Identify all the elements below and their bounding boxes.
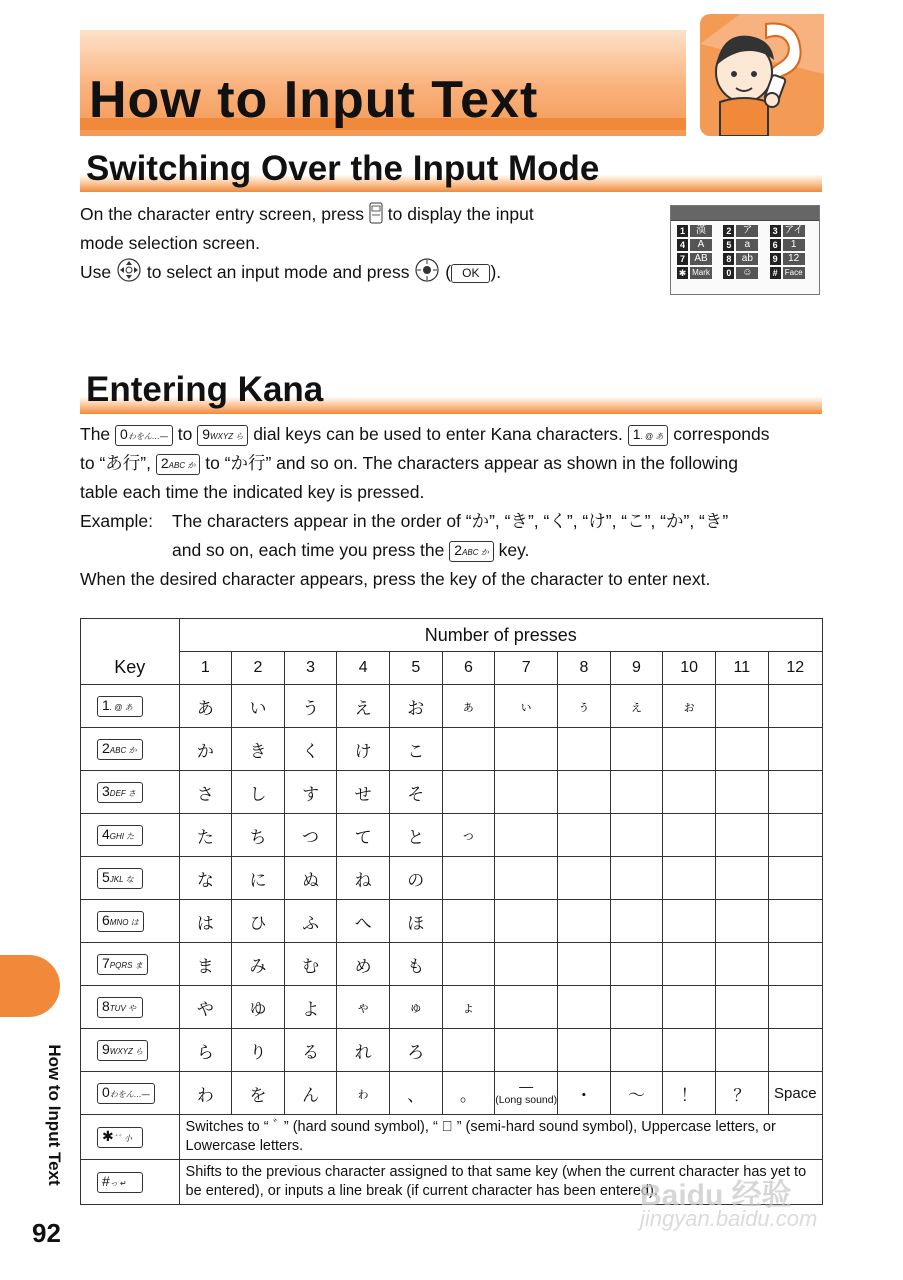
mode-cell [723,225,766,237]
press-count-header: 3 [284,652,337,685]
kana-cell: か [179,728,232,771]
kana-cell: み [232,943,285,986]
kana-input-table [80,618,823,1205]
text-segment: Use [80,262,112,282]
kana-cell: つ [284,814,337,857]
kana-cell [768,771,822,814]
key-cell [81,1029,180,1072]
kana-cell: せ [337,771,390,814]
kana-cell [495,1029,558,1072]
press-count-header: 7 [495,652,558,685]
key-8-label [97,997,143,1018]
mode-cell [770,267,813,279]
press-count-header: 12 [768,652,822,685]
press-count-row [81,652,823,685]
kana-cell [610,814,663,857]
kana-cell [663,900,716,943]
mode-cell [677,225,720,237]
text-segment: and so on, each time you press the [172,540,445,560]
kana-cell [558,986,611,1029]
kana-cell: ゎ [337,1072,390,1115]
table-row [81,1029,823,1072]
kana-cell: へ [337,900,390,943]
mode-cell [723,253,766,265]
kana-cell [442,857,495,900]
key-cell [81,728,180,771]
kana-cell: ま [179,943,232,986]
key-sub: DEF さ [109,788,136,798]
kana-cell: ぇ [610,685,663,728]
kana-cell [442,943,495,986]
press-count-header: 1 [179,652,232,685]
kana-cell [610,857,663,900]
key-sub: . @ あ [109,702,133,712]
kana-cell [715,943,768,986]
key-sub: わをん…— [127,432,168,441]
kana-cell: Space [768,1072,822,1115]
kana-cell [768,728,822,771]
key-number: 3 [102,782,110,799]
key-sub: PQRS ま [109,960,143,970]
kana-cell [663,728,716,771]
kana-cell: ん [284,1072,337,1115]
table-row [81,943,823,986]
text-segment: dial keys can be used to enter Kana characters. [253,424,623,444]
kana-cell [495,943,558,986]
kana-cell [495,771,558,814]
kana-cell [768,814,822,857]
text-segment: to [177,424,193,444]
mode-number: 1 [677,225,688,237]
text-segment: to select an input mode and press [146,262,410,282]
kana-cell: ひ [232,900,285,943]
kana-cell [495,1072,558,1115]
section2-heading: Entering Kana [86,370,324,409]
kana-cell [768,943,822,986]
example-line1: The characters appear in the order of “か”, “き”, “く”, “け”, “こ”, “か”, “き” [172,511,729,531]
mode-number: 0 [723,267,734,279]
mode-number: 9 [770,253,781,265]
key-number: # [102,1172,110,1189]
long-sound-mark: — [519,1078,534,1094]
section2-line3: table each time the indicated key is pressed. [80,482,425,502]
input-mode-screen [670,205,820,295]
key-number: 0 [102,1083,110,1100]
mode-number: 5 [723,239,734,251]
kana-cell [768,685,822,728]
key-number: 1 [102,696,110,713]
press-count-header: 2 [232,652,285,685]
key-cell [81,814,180,857]
kana-cell: ほ [389,900,442,943]
page-number: 92 [32,1218,61,1248]
kana-cell [442,771,495,814]
key-9-inline [197,425,248,446]
page-title: How to Input Text [89,71,539,129]
kana-cell [495,986,558,1029]
mode-number: 8 [723,253,734,265]
kana-cell: ゅ [389,986,442,1029]
key-star-label [97,1127,143,1148]
key-5-label [97,868,143,889]
key-sub: ABC か [168,461,196,470]
key-0-label [97,1083,155,1104]
key-number: 2 [102,739,110,756]
kana-cell: ら [179,1029,232,1072]
kana-cell: い [232,685,285,728]
kana-cell: め [337,943,390,986]
kana-cell: ！ [663,1072,716,1115]
kana-cell [768,857,822,900]
long-sound-label: (Long sound) [495,1094,558,1106]
key-sub: WXYZ ら [209,432,244,441]
mode-cell [677,267,720,279]
key-sub: . @ あ [640,432,664,441]
text-segment: corresponds [673,424,770,444]
kana-cell [663,771,716,814]
mode-cell [723,267,766,279]
kana-cell: う [284,685,337,728]
section2-line4: When the desired character appears, press the key of the character to enter next. [80,569,711,589]
navigation-key-icon [116,258,142,282]
key-9-label [97,1040,148,1061]
kana-cell [715,685,768,728]
kana-cell: 〜 [610,1072,663,1115]
kana-cell: や [179,986,232,1029]
table-row [81,685,823,728]
key-number: 0 [120,426,128,442]
kana-cell [495,814,558,857]
kana-cell [768,986,822,1029]
kana-cell: ぬ [284,857,337,900]
kana-cell: わ [179,1072,232,1115]
table-row [81,1072,823,1115]
chapter-label-text: How to Input Text [45,1044,64,1186]
key-cell [81,1072,180,1115]
key-6-label [97,911,144,932]
chapter-label [22,1030,64,1200]
kana-cell [558,1029,611,1072]
kana-cell [715,1029,768,1072]
kana-cell [610,943,663,986]
mode-cell [723,239,766,251]
kana-cell: そ [389,771,442,814]
kana-cell: っ [442,814,495,857]
text-segment: to “か行” and so on. The characters appear as shown in the following [205,453,738,473]
watermark-url: jingyan.baidu.com [640,1206,818,1231]
kana-cell [715,857,768,900]
kana-cell [715,986,768,1029]
key-cell [81,771,180,814]
kana-cell: は [179,900,232,943]
text-segment: to display the input [387,204,534,224]
kana-cell: す [284,771,337,814]
key-0-inline [115,425,173,446]
table-row [81,1115,823,1160]
kana-cell: に [232,857,285,900]
key-cell [81,1115,180,1160]
press-count-header: 10 [663,652,716,685]
key-number: 7 [102,954,110,971]
key-note: Switches to “ ﾞ ” (hard sound symbol), “ ﾟ ” (semi-hard sound symbol), Uppercase letters, or Lowercase letters. [179,1115,822,1160]
kana-cell: て [337,814,390,857]
kana-cell [663,814,716,857]
mascot-illustration [700,14,824,136]
kana-cell [610,900,663,943]
kana-cell [495,857,558,900]
table-row [81,857,823,900]
table-row [81,771,823,814]
kana-cell [610,1029,663,1072]
kana-cell [495,900,558,943]
kana-cell: ゆ [232,986,285,1029]
ok-softkey: OK [451,264,490,283]
press-count-header: 11 [715,652,768,685]
kana-cell [663,943,716,986]
mode-label: a [736,239,758,251]
key-number: 9 [102,1040,110,1057]
kana-cell: り [232,1029,285,1072]
mode-label: ☺ [736,267,758,279]
mode-number: ✱ [678,268,687,278]
text-segment: to “あ行”, [80,453,151,473]
key-note: Shifts to the previous character assigned to that same key (when the current character has yet to be entered), or inputs a line break (if current character has been entered). [179,1160,822,1205]
mode-label: Face [783,267,805,279]
key-number: 8 [102,997,110,1014]
kana-cell: ろ [389,1029,442,1072]
kana-cell [558,771,611,814]
mode-grid [671,221,819,283]
kana-cell: あ [179,685,232,728]
kana-cell [768,1029,822,1072]
kana-cell: ち [232,814,285,857]
screen-status-bar [671,206,819,221]
key-cell [81,900,180,943]
kana-cell: む [284,943,337,986]
kana-cell [495,728,558,771]
kana-cell [663,986,716,1029]
kana-cell: 。 [442,1072,495,1115]
mode-label: 漢 [690,225,712,237]
chapter-tab [0,955,60,1017]
kana-cell: え [337,685,390,728]
key-sub: MNO は [109,917,139,927]
kana-cell [558,943,611,986]
kana-cell [610,986,663,1029]
key-sub: っ ↵ [109,1178,127,1188]
section2-line2 [80,449,738,478]
mode-label: 1 [783,239,805,251]
kana-cell: れ [337,1029,390,1072]
key-sub: ABC か [462,548,489,557]
key-column-header: Key [81,619,180,685]
table-row [81,728,823,771]
section1-heading: Switching Over the Input Mode [86,149,600,188]
key-cell [81,986,180,1029]
key-sub: JKL な [109,874,134,884]
kana-table-body [81,685,823,1205]
kana-cell [768,900,822,943]
kana-cell: と [389,814,442,857]
kana-cell [610,728,663,771]
section1-line1 [80,200,534,229]
mode-cell [677,253,720,265]
kana-cell: ？ [715,1072,768,1115]
kana-cell: を [232,1072,285,1115]
section1-line3 [80,258,501,287]
kana-cell [442,1029,495,1072]
kana-cell: る [284,1029,337,1072]
section2-line1 [80,420,770,449]
example-line2 [172,536,529,565]
key-sub: ﾞﾟ 小 [113,1133,132,1143]
press-count-header: 4 [337,652,390,685]
mode-label: ab [736,253,758,265]
kana-cell: こ [389,728,442,771]
mode-cell [770,239,813,251]
key-sub: GHI た [109,831,135,841]
kana-cell: も [389,943,442,986]
key-1-label [97,696,143,717]
mode-number: 6 [770,239,781,251]
key-cell [81,857,180,900]
mode-number: # [770,267,781,279]
key-cell [81,943,180,986]
kana-cell [442,728,495,771]
key-sub: TUV や [109,1003,137,1013]
press-count-header: 5 [389,652,442,685]
text-segment: ). [490,262,502,282]
mode-label: アイ [784,225,804,236]
key-1-inline [628,425,669,446]
key-number: 1 [632,426,641,442]
key-2-inline [449,541,493,562]
kana-cell: ぁ [442,685,495,728]
example-label: Example: [80,511,153,531]
mode-number: 4 [677,239,688,251]
kana-cell [558,728,611,771]
kana-cell: ね [337,857,390,900]
key-2-label [97,739,143,760]
text-segment: ( [445,262,452,282]
table-row [81,900,823,943]
text-segment: key. [498,540,530,560]
key-sub: わをん…— [109,1089,150,1099]
kana-cell [715,771,768,814]
key-number: 2 [160,455,169,471]
kana-cell: お [389,685,442,728]
center-select-key-icon [414,258,440,282]
mode-cell [770,225,813,237]
mode-cell [770,253,813,265]
kana-cell: ふ [284,900,337,943]
kana-cell: ぅ [558,685,611,728]
kana-cell [558,857,611,900]
section1-line2: mode selection screen. [80,233,260,253]
kana-cell: 、 [389,1072,442,1115]
kana-cell: く [284,728,337,771]
kana-cell: け [337,728,390,771]
kana-cell: た [179,814,232,857]
key-3-label [97,782,143,803]
key-2-inline [156,454,200,475]
key-hash-label [97,1172,143,1193]
mode-label: Mark [690,267,712,279]
kana-cell: ぃ [495,685,558,728]
kana-cell: さ [179,771,232,814]
mode-number: 7 [677,253,688,265]
mode-cell [677,239,720,251]
kana-cell [442,900,495,943]
table-row [81,986,823,1029]
text-segment: On the character entry screen, press [80,204,365,224]
watermark-logo: Baidu 经验 [640,1179,792,1212]
press-count-header: 6 [442,652,495,685]
key-number: ✱ [102,1127,114,1144]
key-sub: ABC か [109,745,137,755]
kana-cell [610,771,663,814]
press-count-header: 8 [558,652,611,685]
mode-label: 12 [783,253,805,265]
mode-label: A [690,239,712,251]
table-row [81,814,823,857]
kana-cell: し [232,771,285,814]
kana-cell: ょ [442,986,495,1029]
key-number: 5 [102,868,110,885]
key-number: 9 [202,426,210,442]
kana-cell [715,728,768,771]
kana-cell: ぉ [663,685,716,728]
kana-cell [715,900,768,943]
text-segment: The [80,424,111,444]
kana-cell: ・ [558,1072,611,1115]
key-cell [81,1160,180,1205]
kana-cell [715,814,768,857]
kana-cell [663,1029,716,1072]
key-number: 2 [454,542,463,558]
key-cell [81,685,180,728]
kana-cell: き [232,728,285,771]
mode-label: AB [690,253,712,265]
kana-cell [558,900,611,943]
mode-label: ア [736,225,758,237]
key-number: 6 [102,911,110,928]
kana-cell: ゃ [337,986,390,1029]
kana-cell [663,857,716,900]
kana-cell: の [389,857,442,900]
key-7-label [97,954,148,975]
mode-number: 3 [770,225,781,237]
key-sub: WXYZ ら [109,1046,144,1056]
mode-number: 2 [723,225,734,237]
presses-header: Number of presses [179,619,822,652]
kana-cell [558,814,611,857]
key-number: 4 [102,825,110,842]
kana-cell: よ [284,986,337,1029]
press-count-header: 9 [610,652,663,685]
menu-key-icon [369,202,383,224]
key-4-label [97,825,143,846]
kana-cell: な [179,857,232,900]
